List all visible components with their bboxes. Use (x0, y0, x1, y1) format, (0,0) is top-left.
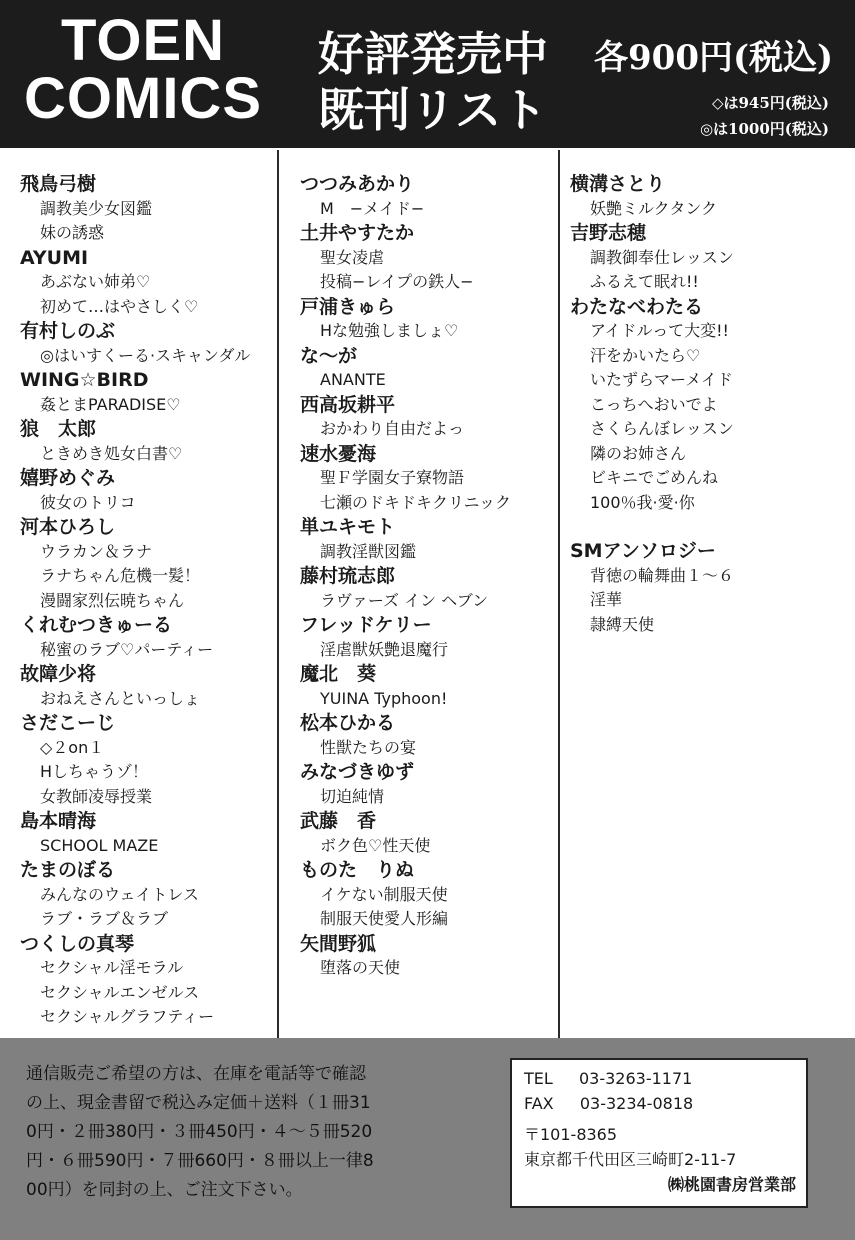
price-label: 各900円(税込) (594, 38, 834, 78)
book-title: 堕落の天使 (320, 958, 401, 977)
book-title: こっちへおいでよ (590, 394, 718, 414)
book-title: イケない制服天使 (320, 884, 448, 904)
book-title: 調教美少女図鑑 (40, 198, 153, 218)
list-column-3 (570, 172, 840, 637)
author-name: な〜が (300, 344, 358, 367)
author-name: ものた りぬ (300, 859, 415, 881)
fax-number: 03-3234-0818 (579, 1094, 694, 1113)
book-title: 妖艶ミルクタンク (590, 198, 718, 218)
author-name: SMアンソロジー (570, 540, 716, 562)
mail-order-line: 円・６冊590円・７冊660円・８冊以上一律8 (26, 1151, 374, 1171)
book-title: Hしちゃうゾ！ (40, 762, 149, 781)
book-title: ときめき処女白書♡ (40, 443, 183, 463)
contact-box (510, 1058, 808, 1208)
book-title: 淫華 (590, 590, 623, 609)
book-title: セクシャルグラフティー (40, 1007, 215, 1026)
author-name: たまのぼる (20, 859, 116, 881)
book-title: 切迫純情 (320, 786, 385, 806)
brand-line-2: COMICS (24, 66, 262, 131)
book-title: ボク色♡性天使 (320, 835, 431, 855)
book-title: さくらんぼレッスン (590, 419, 734, 438)
fax-row (524, 1091, 806, 1116)
mail-order-line: 00円）を同封の上、ご注文下さい。 (26, 1180, 303, 1200)
book-title: ふるえて眠れ!! (590, 272, 699, 291)
tel-number: 03-3263-1171 (578, 1069, 693, 1088)
book-title: Hな勉強しましょ♡ (320, 321, 459, 340)
book-title: 漫闘家烈伝暁ちゃん (40, 590, 185, 610)
book-title: 背徳の輪舞曲１〜６ (590, 565, 735, 585)
book-title: 女教師凌辱授業 (40, 786, 153, 806)
headline-line-2: 既刊リスト (318, 83, 548, 137)
book-title: 汗をかいたら♡ (590, 345, 701, 365)
author-name: つつみあかり (300, 173, 415, 195)
author-name: 藤村琉志郎 (300, 565, 396, 587)
tel-row (524, 1066, 806, 1091)
book-title: 姦とまPARADISE♡ (40, 394, 181, 414)
author-name: 単ユキモト (300, 516, 396, 538)
author-name: 魔北 葵 (300, 663, 377, 685)
author-name: みなづきゆず (300, 761, 415, 783)
book-title: SCHOOL MAZE (40, 835, 159, 855)
book-title: おねえさんといっしょ (40, 688, 201, 708)
book-title: 聖女凌虐 (320, 247, 385, 267)
author-name: 島本晴海 (20, 810, 97, 832)
author-name: 河本ひろし (20, 516, 116, 538)
book-title: ラヴァーズ イン ヘブン (320, 590, 489, 610)
author-name: 速水憂海 (300, 442, 377, 465)
book-title: いたずらマーメイド (590, 370, 733, 389)
price-notes (700, 90, 829, 142)
author-name: 嬉野めぐみ (20, 467, 116, 489)
fax-label: FAX (524, 1094, 554, 1113)
book-title: ラナちゃん危機一髪！ (40, 566, 201, 585)
section-gap (570, 515, 840, 539)
author-name: 松本ひかる (300, 712, 396, 734)
book-title: 制服天使愛人形編 (320, 909, 449, 928)
book-title: あぶない姉弟♡ (40, 272, 151, 291)
book-title: 七瀬のドキドキクリニック (320, 492, 512, 512)
author-name: 西高坂耕平 (300, 393, 396, 416)
book-title: 調教御奉仕レッスン (590, 247, 734, 267)
author-name: 故障少将 (20, 663, 97, 685)
book-title: おかわり自由だよっ (320, 419, 465, 438)
brand-logo (24, 8, 262, 131)
book-title: セクシャル淫モラル (40, 958, 184, 977)
brand-line-1: TOEN (60, 8, 226, 73)
company-name: ㈱桃園書房営業部 (667, 1175, 796, 1194)
book-title: M −メイド− (320, 198, 425, 218)
postal-code: 〒101-8365 (524, 1125, 618, 1144)
list-column-1 (20, 172, 270, 1030)
book-title: ◇２on１ (40, 737, 105, 757)
column-divider (277, 150, 279, 1038)
book-title: 妹の誘惑 (40, 223, 105, 242)
mail-order-footer (0, 1038, 855, 1240)
author-name: つくしの真琴 (20, 932, 135, 955)
book-title: ウラカン＆ラナ (40, 541, 153, 561)
book-title: 隣のお姉さん (590, 443, 687, 463)
column-divider (558, 150, 560, 1038)
headline (318, 26, 548, 138)
book-title: 秘蜜のラブ♡パーティー (40, 639, 214, 659)
book-title: 100％我·愛·你 (590, 492, 695, 512)
book-title: 調教淫獣図鑑 (320, 541, 417, 561)
book-title: セクシャルエンゼルス (40, 982, 200, 1002)
author-name: 有村しのぶ (20, 320, 116, 342)
price-note-double-circle: ◎は1000円(税込) (699, 120, 829, 138)
mail-order-line: の上、現金書留で税込み定価＋送料（１冊31 (26, 1093, 371, 1113)
author-name: 戸浦きゅら (300, 295, 396, 318)
author-name: 武藤 香 (300, 810, 377, 832)
book-title: 隷縛天使 (590, 614, 655, 634)
author-name: さだこーじ (20, 712, 116, 734)
mail-order-line: 0円・２冊380円・３冊450円・４〜５冊520 (26, 1122, 373, 1142)
mail-order-line: 通信販売ご希望の方は、在庫を電話等で確認 (26, 1064, 366, 1084)
book-title: 聖Ｆ学園女子寮物語 (320, 468, 465, 487)
book-title: ◎はいすくーる·スキャンダル (40, 345, 251, 365)
book-title: 彼女のトリコ (40, 492, 136, 512)
address: 東京都千代田区三崎町2-11-7 (524, 1150, 737, 1169)
book-title: 淫虐獣妖艶退魔行 (320, 639, 449, 659)
price-note-diamond: ◇は945円(税込) (711, 94, 829, 112)
author-name: 吉野志穂 (570, 222, 647, 244)
author-name: わたなべわたる (570, 295, 704, 318)
tel-label: TEL (524, 1069, 553, 1088)
headline-line-1: 好評発売中 (318, 27, 548, 81)
header-banner (0, 0, 855, 148)
book-title: ビキニでごめんね (590, 468, 719, 487)
book-title: アイドルって大変!! (590, 321, 729, 340)
author-name: AYUMI (20, 246, 89, 269)
author-name: 矢間野狐 (300, 932, 377, 955)
author-name: フレッドケリー (300, 614, 432, 636)
book-title: 性獣たちの宴 (320, 737, 417, 757)
book-title: ラブ・ラブ＆ラブ (40, 909, 169, 928)
mail-order-text (26, 1060, 476, 1205)
author-name: WING☆BIRD (20, 369, 149, 391)
list-column-2 (300, 172, 555, 981)
author-name: 狼 太郎 (20, 418, 97, 440)
book-title: 初めて…はやさしく♡ (40, 296, 199, 316)
author-name: 横溝さとり (570, 173, 666, 195)
author-name: 飛鳥弓樹 (20, 173, 97, 195)
author-name: 土井やすたか (300, 222, 415, 244)
author-name: くれむつきゅーる (20, 614, 173, 636)
book-title: ANANTE (320, 370, 386, 389)
book-title: YUINA Typhoon! (320, 688, 448, 708)
book-title: みんなのウェイトレス (40, 884, 199, 904)
book-title: 投稿−レイプの鉄人− (320, 272, 474, 291)
